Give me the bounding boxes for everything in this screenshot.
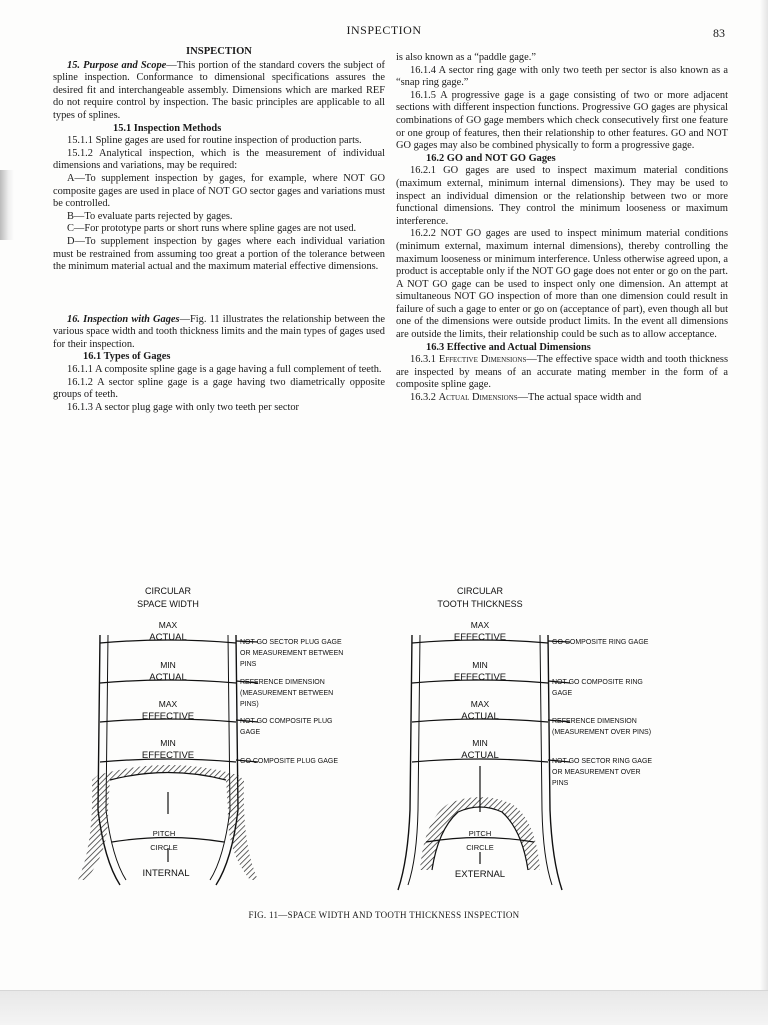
paragraph-15 xyxy=(53,60,385,123)
left-l2-gage-1: REFERENCE DIMENSION xyxy=(240,679,325,686)
item-d: D—To supplement inspection by gages where each individual variation must be restrained from assuming too great a portion of the tolerance between the minimum material actual and the maximum material effective dimensions. xyxy=(53,235,385,273)
paragraph-16-3-1 xyxy=(396,354,728,392)
scan-right-edge xyxy=(760,0,768,990)
right-l2-qual: MIN xyxy=(472,660,488,670)
internal-diagram xyxy=(78,586,343,885)
right-circle-label: CIRCLE xyxy=(466,843,494,852)
left-l1-name: ACTUAL xyxy=(149,632,187,643)
paragraph-15-1-2: 15.1.2 Analytical inspection, which is the measurement of individual dimensions and variations, may be required: xyxy=(53,147,385,172)
left-l3-gage-1: NOT GO COMPOSITE PLUG xyxy=(240,718,333,725)
right-title-line1: CIRCULAR xyxy=(456,586,504,596)
left-column xyxy=(53,46,385,414)
paragraph-16-head: 16. Inspection with Gages xyxy=(67,313,180,325)
subheading-16-3: 16.3 Effective and Actual Dimensions xyxy=(426,341,591,353)
figure-11 xyxy=(60,580,720,900)
paragraph-16 xyxy=(53,314,385,352)
right-l4-qual: MIN xyxy=(472,738,488,748)
right-l2-name: EFFECTIVE xyxy=(453,672,507,683)
paragraph-16-1-2: 16.1.2 A sector spline gage is a gage having two diametrically opposite groups of teeth. xyxy=(53,376,385,401)
right-l2-gage-1: NOT GO COMPOSITE RING xyxy=(552,679,643,686)
right-l1-qual: MAX xyxy=(470,620,490,630)
paragraph-16-3-2-number: 16.3.2 xyxy=(410,392,436,404)
paragraph-16-3-2-head: Actual Dimensions xyxy=(438,392,518,404)
right-l4-gage-2: OR MEASUREMENT OVER xyxy=(552,769,641,776)
left-l3-name: EFFECTIVE xyxy=(141,711,195,722)
page-number: 83 xyxy=(713,26,725,40)
right-l3-gage-2: (MEASUREMENT OVER PINS) xyxy=(552,729,652,736)
left-circle-label: CIRCLE xyxy=(150,843,178,852)
left-l2-gage-3: PINS) xyxy=(240,701,259,708)
paragraph-continued: is also known as a “paddle gage.” xyxy=(396,52,536,63)
paragraph-15-1-1: 15.1.1 Spline gages are used for routine inspection of production parts. xyxy=(67,135,362,147)
paragraph-16-3-1-number: 16.3.1 xyxy=(410,354,436,366)
left-l1-gage-3: PINS xyxy=(240,661,257,668)
paragraph-16-3-1-body: —The effective space width and tooth thickness are inspected by means of an accurate mating member in the form of a composite spline gage. xyxy=(396,354,728,391)
right-l1-gage-1: GO COMPOSITE RING GAGE xyxy=(552,639,649,646)
external-diagram xyxy=(398,586,652,890)
paragraph-16-1-4: 16.1.4 A sector ring gage with only two teeth per sector is also known as a “snap ring gage.” xyxy=(396,64,728,89)
left-l1-qual: MAX xyxy=(158,620,178,630)
right-title-line2: TOOTH THICKNESS xyxy=(437,599,523,609)
left-l3-gage-2: GAGE xyxy=(240,729,261,736)
left-l2-qual: MIN xyxy=(160,660,176,670)
subheading-16-2: 16.2 GO and NOT GO Gages xyxy=(426,152,556,164)
right-column xyxy=(396,52,728,405)
right-l4-name: ACTUAL xyxy=(461,750,499,761)
external-label: EXTERNAL xyxy=(454,869,506,880)
right-l4-gage-1: NOT GO SECTOR RING GAGE xyxy=(552,758,653,765)
item-a: A—To supplement inspection by gages, for example, where NOT GO composite gages are used in place of NOT GO sector gages and variations must be controlled. xyxy=(53,172,385,210)
section-title: INSPECTION xyxy=(186,46,252,57)
paragraph-16-1-5: 16.1.5 A progressive gage is a gage consisting of two or more adjacent sections with different inspection functions. Progressive GO gages are physical combinations of GO gage members which check consecutively first one feature or one group of features, then their relationship to other features. GO and NOT GO gages may also be combined physically to form a progressive gage. xyxy=(396,89,728,152)
item-b: B—To evaluate parts rejected by gages. xyxy=(67,210,233,222)
left-title-line2: SPACE WIDTH xyxy=(137,599,199,609)
subheading-15-1: 15.1 Inspection Methods xyxy=(113,122,222,134)
paragraph-16-2-1: 16.2.1 GO gages are used to inspect maximum material conditions (maximum external, minimum internal dimensions). They may be used to inspect an individual dimension or the relationship between two or more functional dimensions. They control the minimum looseness or maximum interference. xyxy=(396,165,728,227)
paragraph-16-1-1: 16.1.1 A composite spline gage is a gage having a full complement of teeth. xyxy=(67,364,382,376)
paragraph-16-3-2-body: —The actual space width and xyxy=(517,392,642,404)
left-l4-name: EFFECTIVE xyxy=(141,750,195,761)
right-l2-gage-2: GAGE xyxy=(552,690,573,697)
left-l1-gage-2: OR MEASUREMENT BETWEEN xyxy=(240,650,344,657)
figure-caption-text: SPACE WIDTH AND TOOTH THICKNESS INSPECTION xyxy=(287,910,520,920)
running-head: INSPECTION xyxy=(346,23,422,37)
right-l3-name: ACTUAL xyxy=(461,711,499,722)
right-l1-name: EFFECTIVE xyxy=(453,632,507,643)
right-pitch-label: PITCH xyxy=(468,829,492,838)
right-l4-gage-3: PINS xyxy=(552,780,569,787)
right-l3-gage-1: REFERENCE DIMENSION xyxy=(552,718,637,725)
left-l4-gage-1: GO COMPOSITE PLUG GAGE xyxy=(240,758,339,765)
left-l2-gage-2: (MEASUREMENT BETWEEN xyxy=(240,690,334,697)
figure-caption xyxy=(0,910,768,920)
paragraph-16-3-2 xyxy=(396,392,728,405)
left-title-line1: CIRCULAR xyxy=(144,586,192,596)
paragraph-15-body: —This portion of the standard covers the subject of spline inspection. Conformance to dimensional specifications assures the desired fit and interchangeable assembly. Dimensions which are marked REF do not require control by inspection. The basic principles are applicable to all types of splines. xyxy=(53,59,386,121)
scan-bottom-strip xyxy=(0,990,768,1025)
paragraph-16-1-3: 16.1.3 A sector plug gage with only two teeth per sector xyxy=(67,401,300,413)
left-l3-qual: MAX xyxy=(158,699,178,709)
left-l4-qual: MIN xyxy=(160,738,176,748)
left-l2-name: ACTUAL xyxy=(149,672,187,683)
internal-label: INTERNAL xyxy=(142,868,190,879)
item-c: C—For prototype parts or short runs where spline gages are not used. xyxy=(67,223,357,235)
right-l3-qual: MAX xyxy=(470,699,490,709)
column-gap xyxy=(53,274,385,314)
paragraph-15-head: 15. Purpose and Scope xyxy=(67,59,167,71)
subheading-16-1: 16.1 Types of Gages xyxy=(83,351,171,363)
paragraph-16-2-2: 16.2.2 NOT GO gages are used to inspect minimum material conditions (minimum external, maximum internal dimensions), thereby controlling the maximum looseness or minimum interference. Unless otherwise agreed upon, a product is acceptable only if the NOT GO gage does not enter or go on the part. A NOT GO gage can be used to inspect only one dimension. An attempt at simultaneous NOT GO inspection of more than one dimension could result in failure of such a gage to enter or go on (acceptance of part), even though all but one of the dimensions were outside product limits. In the event all dimensions are outside the limits, their relationship could be such as to allow acceptance. xyxy=(396,228,728,341)
left-pitch-label: PITCH xyxy=(152,829,176,838)
figure-caption-prefix: FIG. 11— xyxy=(248,910,288,920)
scan-edge-shadow xyxy=(0,170,14,240)
left-l1-gage-1: NOT GO SECTOR PLUG GAGE xyxy=(240,639,342,646)
paragraph-16-body: —Fig. 11 illustrates the relationship between the various space width and tooth thickness limits and the main types of gages used for their inspection. xyxy=(53,313,385,350)
gage-diagram xyxy=(60,580,720,900)
paragraph-16-3-1-head: Effective Dimensions xyxy=(438,354,527,366)
